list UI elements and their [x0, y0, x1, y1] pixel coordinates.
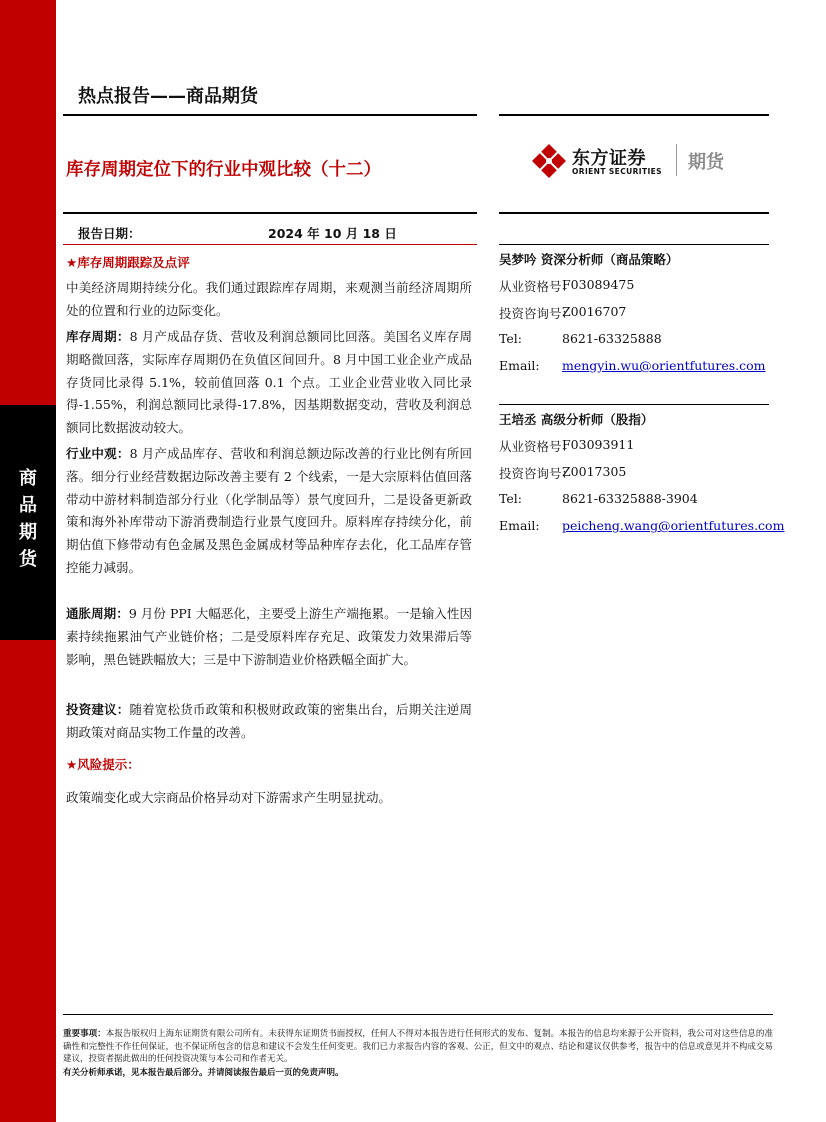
analyst-2-label: 从业资格号： — [499, 439, 575, 454]
analyst-2-label: Email: — [499, 518, 540, 533]
side-tab-char: 期 — [19, 522, 37, 543]
side-tab-char: 货 — [19, 549, 37, 570]
header-rule-right — [499, 114, 769, 116]
side-tab-label — [0, 465, 56, 573]
report-type: 热点报告——商品期货 — [78, 86, 258, 107]
company-logo — [528, 140, 768, 180]
disclaimer-footnote: 有关分析师承诺，见本报告最后部分。并请阅读报告最后一页的免责声明。 — [63, 1068, 344, 1078]
paragraph-industry — [66, 443, 472, 580]
analyst-1-name: 吴梦吟 资深分析师（商品策略） — [499, 252, 679, 267]
logo-divider — [676, 144, 677, 176]
analyst-1-label: Email: — [499, 358, 540, 373]
analyst-2-email-link[interactable]: peicheng.wang@orientfutures.com — [562, 518, 785, 533]
logo-sub-brand: 期货 — [688, 152, 724, 173]
logo-brand-en: ORIENT SECURITIES — [572, 167, 662, 176]
paragraph-text: 随着宽松货币政策和积极财政政策的密集出台，后期关注逆周期政策对商品实物工作量的改善。 — [66, 702, 472, 740]
disclaimer — [63, 1028, 773, 1066]
analyst-1-label: 从业资格号： — [499, 279, 575, 294]
date-rule — [63, 244, 477, 245]
report-date-value: 2024 年 10 月 18 日 — [268, 226, 397, 241]
analyst-1-email-link[interactable]: mengyin.wu@orientfutures.com — [562, 358, 766, 373]
risk-text: 政策端变化或大宗商品价格异动对下游需求产生明显扰动。 — [66, 790, 392, 805]
analyst-rule-2 — [499, 404, 769, 405]
logo-brand-cn: 东方证券 — [572, 148, 646, 169]
paragraph-text: 8 月产成品存货、营收及利润总额同比回落。美国名义库存周期略微回落，实际库存周期仍在负值区间回升。8 月中国工业企业产成品存货同比录得 5.1%，较前值回落 0.1 个点。工业企业营业收入同比录得-1.55%，利润总额同比录得-17.8%，因基期数据变动，营收及利润总额同比数据波动较大。 — [66, 329, 472, 436]
disclaimer-text: 本报告版权归上海东证期货有限公司所有。未获得东证期货书面授权，任何人不得对本报告进行任何形式的发布、复制。本报告的信息均来源于公开资料，我公司对这些信息的准确性和完整性不作任何保证，也不保证所包含的信息和建议不会发生任何变更。我们已力求报告内容的客观、公正，但文中的观点、结论和建议仅供参考，报告中的信息或意见并不构成交易建议，投资者据此做出的任何投资决策与本公司和作者无关。 — [63, 1029, 773, 1064]
footer-rule — [63, 1014, 773, 1015]
analyst-2-value: F03093911 — [562, 437, 635, 452]
paragraph-lead: 行业中观： — [66, 446, 130, 461]
analyst-1-value: 8621-63325888 — [562, 331, 662, 346]
analyst-1-value: F03089475 — [562, 277, 635, 292]
disclaimer-lead: 重要事项： — [63, 1029, 106, 1039]
paragraph-text: 中美经济周期持续分化。我们通过跟踪库存周期，来观测当前经济周期所处的位置和行业的边际变化。 — [66, 280, 472, 318]
paragraph-lead: 通胀周期： — [66, 606, 129, 621]
analyst-1-label: 投资咨询号： — [499, 306, 575, 321]
analyst-2-value: Z0017305 — [562, 464, 627, 479]
paragraph-inflation — [66, 603, 472, 671]
analyst-2-value: 8621-63325888-3904 — [562, 491, 698, 506]
paragraph-text: 9 月份 PPI 大幅恶化，主要受上游生产端拖累。一是输入性因素持续拖累油气产业链价格；二是受原料库存充足、政策发力效果滞后等影响，黑色链跌幅放大；三是中下游制造业价格跌幅全面扩大。 — [66, 606, 472, 667]
analyst-1-label: Tel: — [499, 331, 522, 346]
analyst-2-name: 王培丞 高级分析师（股指） — [499, 412, 654, 427]
header-rule-left — [63, 114, 477, 116]
analyst-rule-1 — [499, 244, 769, 245]
paragraph-intro — [66, 277, 472, 323]
section-heading-inventory: ★库存周期跟踪及点评 — [66, 255, 190, 270]
logo-diamond-icon — [532, 144, 566, 178]
side-tab — [0, 405, 56, 640]
section-heading-risk: ★风险提示： — [66, 757, 140, 772]
paragraph-text: 8 月产成品库存、营收和利润总额边际改善的行业比例有所回落。细分行业经营数据边际改善主要有 2 个线索，一是大宗原料估值回落带动中游材料制造部分行业（化学制品等）景气度回升，二是设备更新政策和海外补库带动下游消费制造行业景气度回升。原料库存持续分化，前期估值下修带动有色金属及黑色金属成材等品种库存去化，化工品库存管控能力减弱。 — [66, 446, 472, 575]
document-title: 库存周期定位下的行业中观比较（十二） — [66, 160, 381, 180]
analyst-2-label: Tel: — [499, 491, 522, 506]
paragraph-investment — [66, 699, 472, 745]
title-rule-right — [499, 212, 769, 214]
paragraph-inventory-cycle — [66, 326, 472, 440]
side-tab-char: 品 — [19, 495, 37, 516]
paragraph-lead: 库存周期： — [66, 329, 130, 344]
paragraph-lead: 投资建议： — [66, 702, 130, 717]
analyst-1-value: Z0016707 — [562, 304, 627, 319]
report-date-label: 报告日期： — [78, 226, 141, 241]
title-rule-left — [63, 212, 477, 214]
side-tab-char: 商 — [19, 468, 37, 489]
analyst-2-label: 投资咨询号： — [499, 466, 575, 481]
